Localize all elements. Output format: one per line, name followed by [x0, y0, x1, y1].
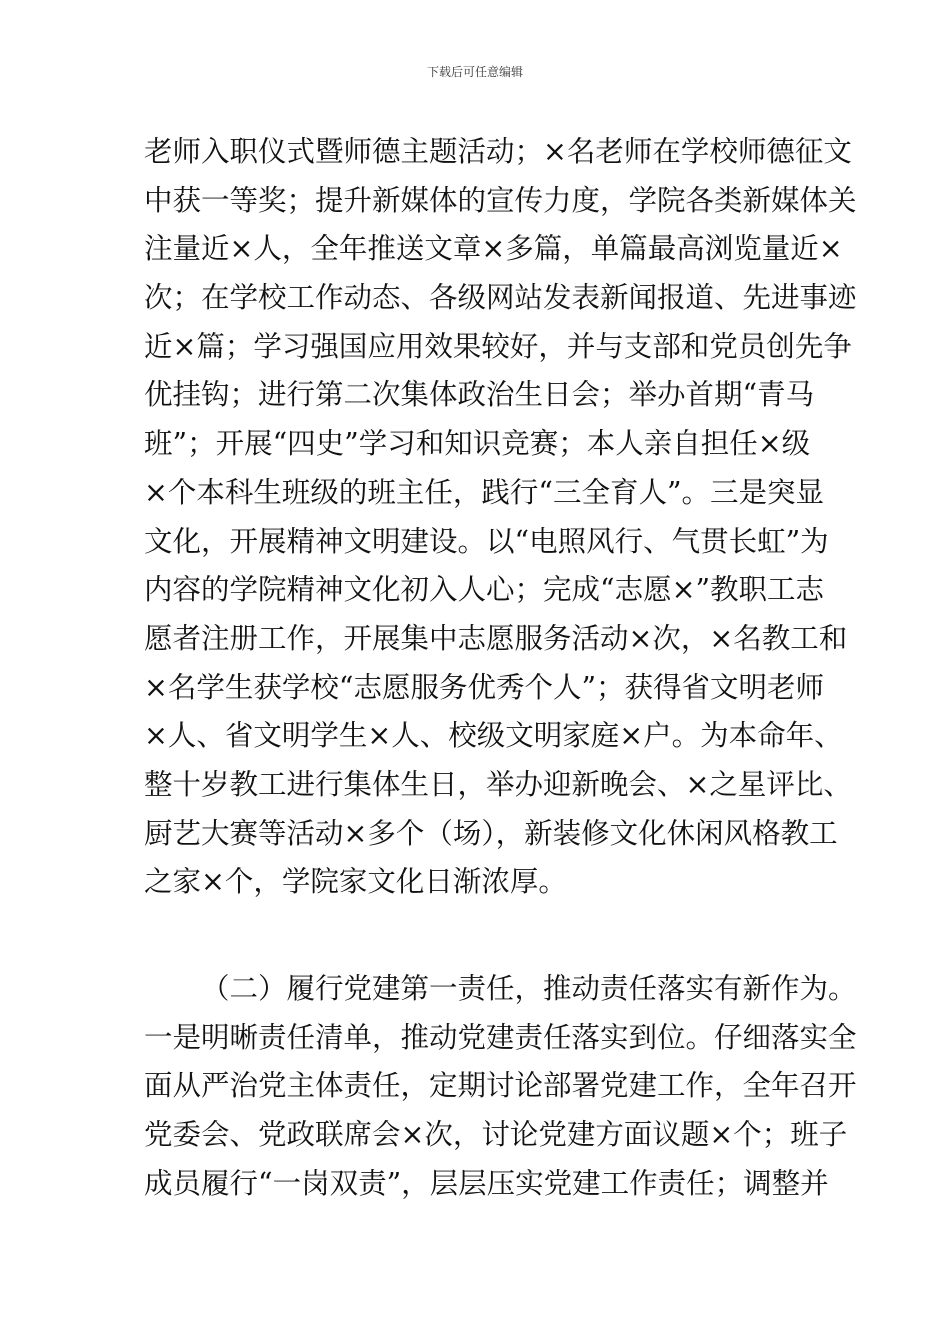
text-line: ×名学生获学校“志愿服务优秀个人”；获得省文明老师 [144, 670, 825, 704]
text-line: ×个本科生班级的班主任，践行“三全育人”。三是突显 [144, 475, 825, 509]
paragraph-spacer [144, 907, 808, 965]
document-body [144, 128, 857, 1208]
text-line: 成员履行“一岗双责”，层层压实党建工作责任；调整并 [144, 1166, 829, 1200]
text-line: 优挂钩；进行第二次集体政治生日会；举办首期“青马 [144, 378, 815, 412]
text-line: ×人、省文明学生×人、校级文明家庭×户。为本命年、 [144, 719, 843, 753]
text-line: 厨艺大赛等活动×多个（场），新装修文化休闲风格教工 [144, 816, 838, 850]
page-header: 下载后可任意编辑 [426, 65, 523, 79]
text-line: 一是明晰责任清单，推动党建责任落实到位。仔细落实全 [144, 1020, 857, 1054]
text-line: 整十岁教工进行集体生日，举办迎新晚会、×之星评比、 [144, 767, 852, 801]
text-line: 次；在学校工作动态、各级网站发表新闻报道、先进事迹 [144, 281, 857, 315]
text-line: 班”；开展“四史”学习和知识竞赛；本人亲自担任×级 [144, 427, 811, 461]
text-line: 近×篇；学习强国应用效果较好，并与支部和党员创先争 [144, 329, 852, 363]
text-line: 之家×个，学院家文化日渐浓厚。 [144, 865, 567, 899]
paragraph-2 [144, 965, 857, 1208]
text-line: 注量近×人，全年推送文章×多篇，单篇最高浏览量近× [144, 232, 843, 266]
text-line: 文化，开展精神文明建设。以“电照风行、气贯长虹”为 [144, 524, 829, 558]
section-heading-line: （二）履行党建第一责任，推动责任落实有新作为。 [201, 972, 857, 1005]
text-line: 内容的学院精神文化初入人心；完成“志愿×”教职工志 [144, 573, 825, 607]
text-line: 老师入职仪式暨师德主题活动；×名老师在学校师德征文 [144, 135, 852, 168]
paragraph-1 [144, 128, 857, 907]
text-line: 中获一等奖；提升新媒体的宣传力度，学院各类新媒体关 [144, 183, 857, 217]
text-line: 愿者注册工作，开展集中志愿服务活动×次，×名教工和 [144, 621, 848, 655]
text-line: 党委会、党政联席会×次，讨论党建方面议题×个；班子 [144, 1118, 848, 1152]
text-line: 面从严治党主体责任，定期讨论部署党建工作，全年召开 [144, 1069, 857, 1103]
